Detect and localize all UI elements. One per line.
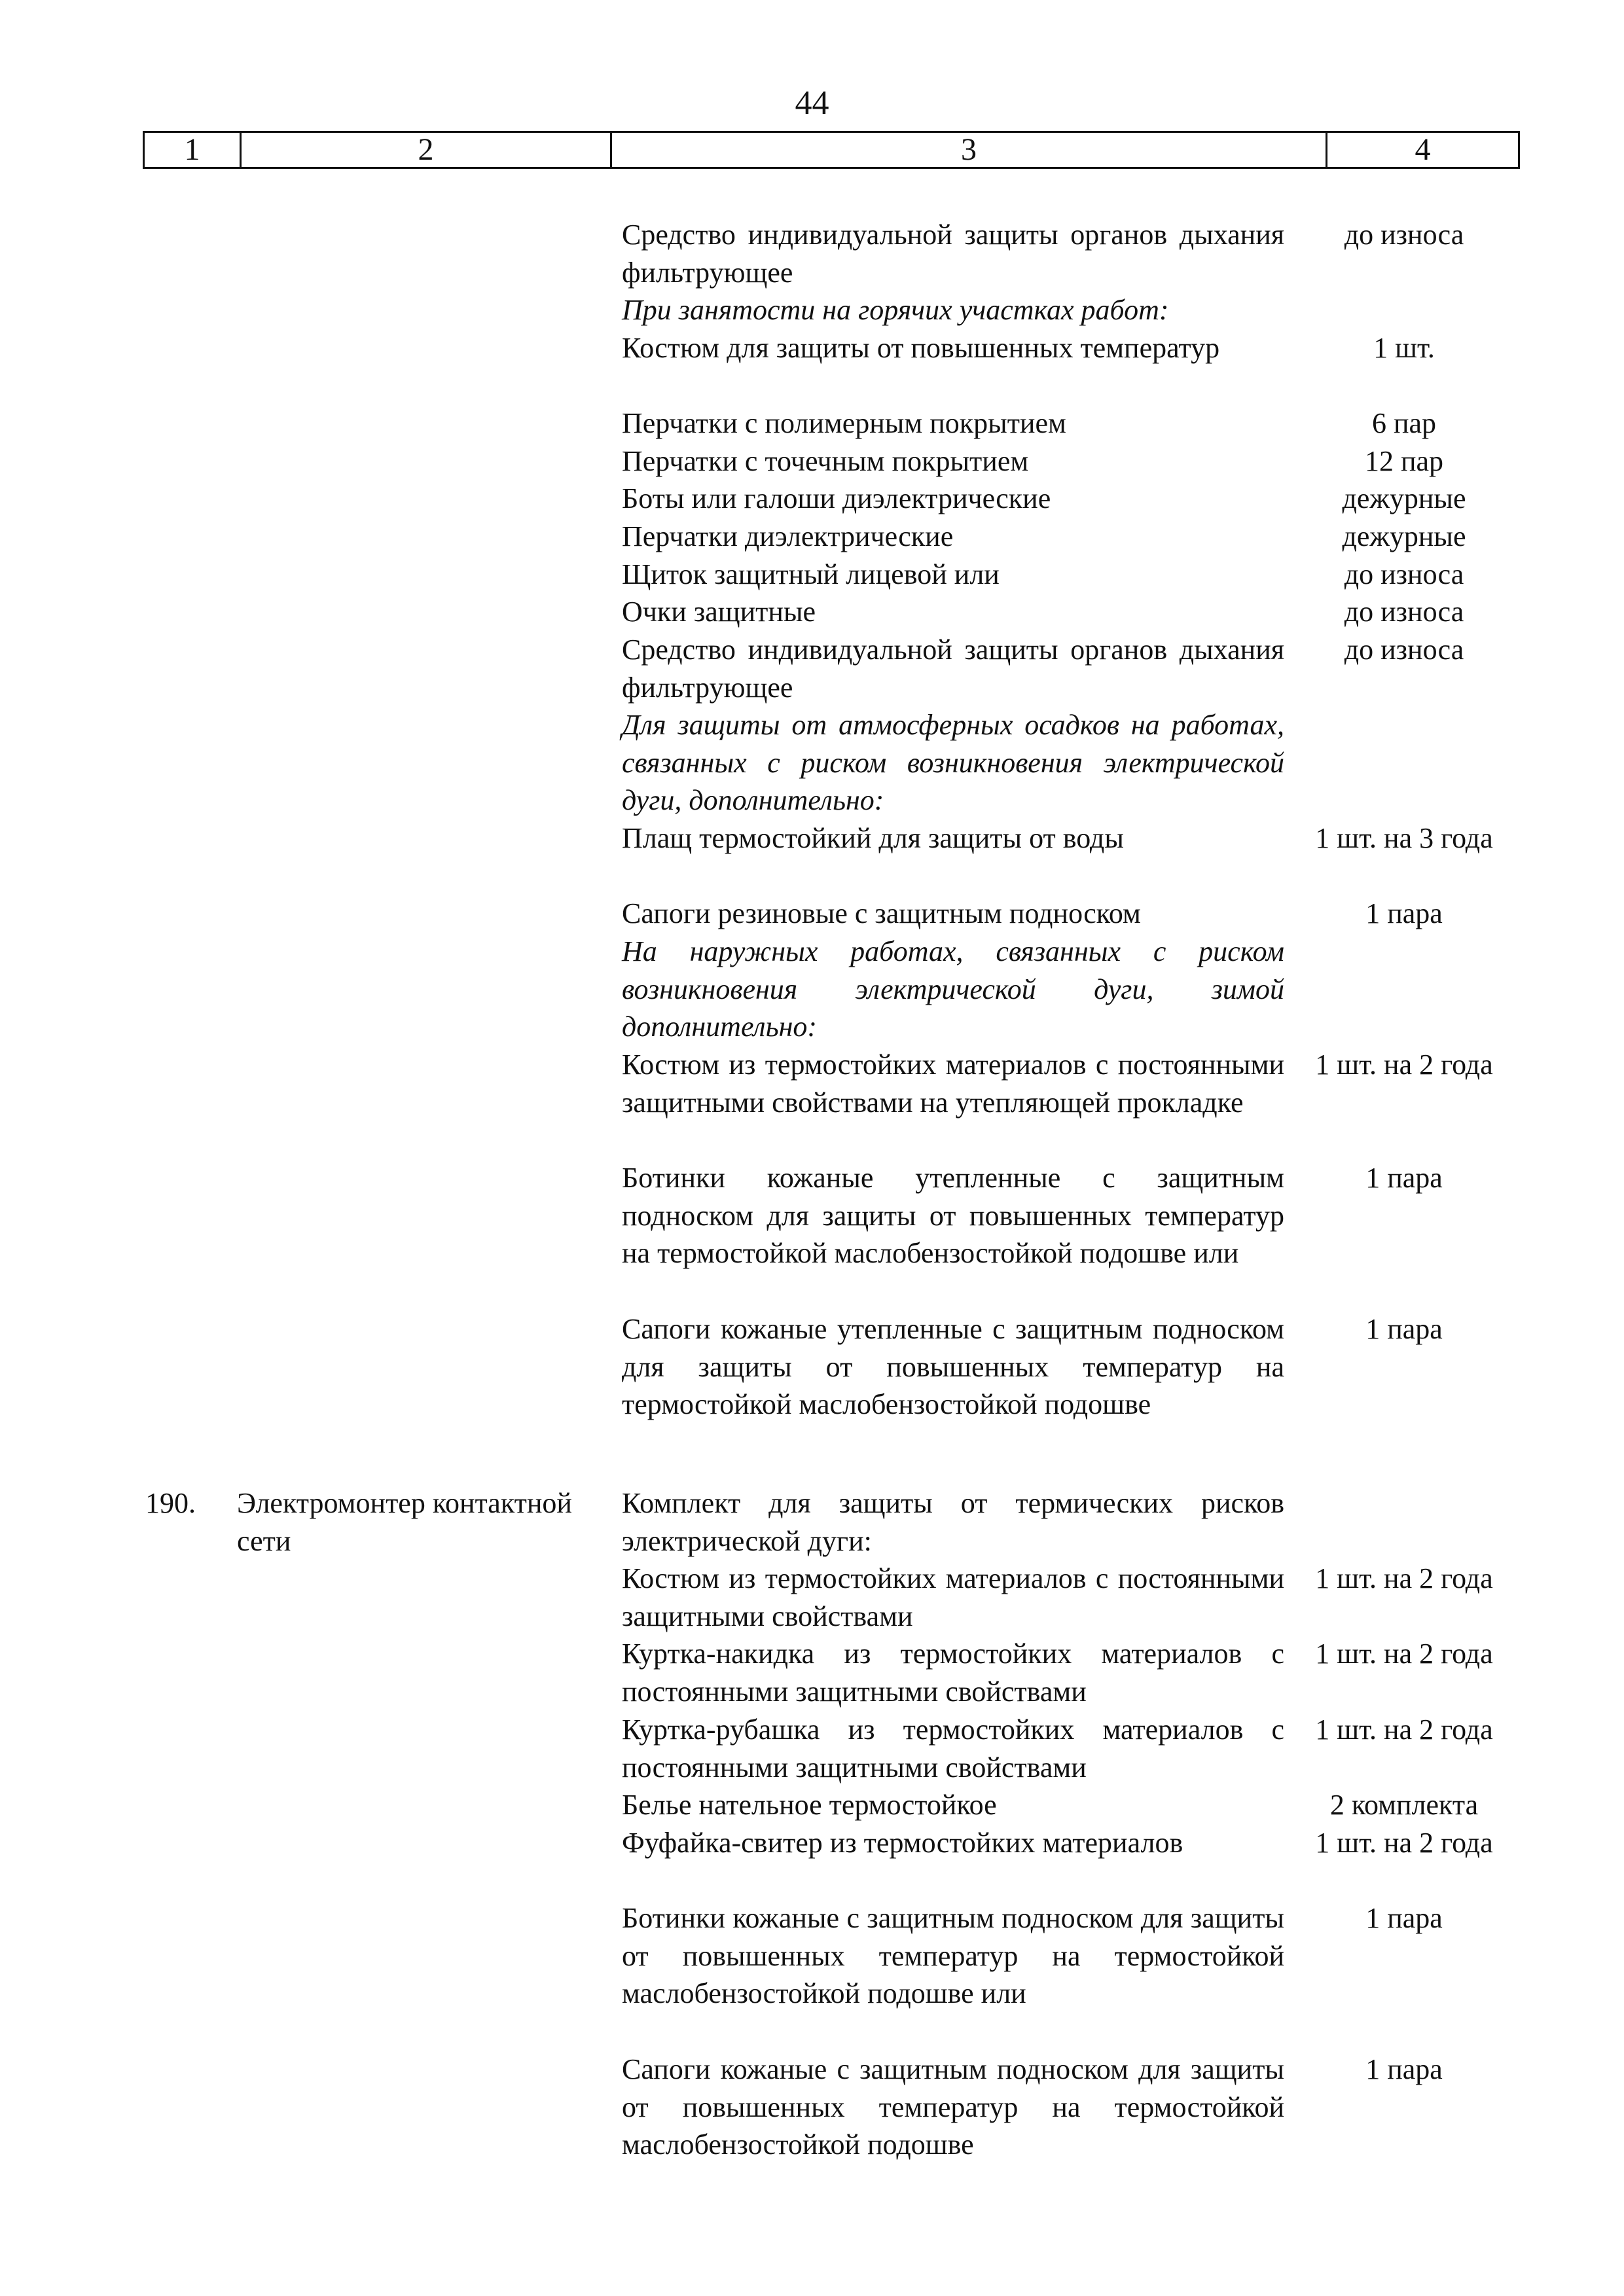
item-quantity: 1 шт. на 3 года	[1315, 822, 1493, 854]
item-quantity: 1 шт. на 2 года	[1315, 1827, 1493, 1859]
item-description: Комплект для защиты от термических рисков электрической дуги:	[622, 1487, 1284, 1557]
item-description: Перчатки с точечным покрытием	[622, 445, 1029, 477]
item-description: Очки защитные	[622, 596, 816, 628]
item-quantity: до износа	[1344, 634, 1464, 666]
column-header-1: 1	[145, 133, 242, 167]
item-quantity: до износа	[1344, 558, 1464, 590]
item-quantity: 1 пара	[1365, 1902, 1443, 1934]
item-description: Боты или галоши диэлектрические	[622, 482, 1051, 514]
column-header-row	[143, 131, 1520, 169]
profession-name: Электромонтер контактной сети	[237, 1487, 572, 1557]
item-description: Перчатки с полимерным покрытием	[622, 407, 1066, 439]
column-header-3: 3	[612, 133, 1327, 167]
item-description: Сапоги кожаные с защитным подноском для защиты от повышенных температур на термостойкой маслобензостойкой подошве	[622, 2053, 1284, 2161]
item-quantity: дежурные	[1342, 482, 1466, 514]
item-quantity: дежурные	[1342, 520, 1466, 552]
item-description: Костюм из термостойких материалов с постоянными защитными свойствами	[622, 1562, 1284, 1632]
page-number: 44	[795, 84, 829, 122]
item-quantity: 1 шт.	[1373, 332, 1435, 364]
item-subheading: Для защиты от атмосферных осадков на работах, связанных с риском возникновения электрической дуги, дополнительно:	[622, 709, 1284, 817]
column-header-4: 4	[1415, 132, 1431, 167]
item-description: Плащ термостойкий для защиты от воды	[622, 822, 1124, 854]
item-quantity: 6 пар	[1371, 407, 1437, 439]
item-quantity: 1 шт. на 2 года	[1315, 1049, 1493, 1081]
item-description: Щиток защитный лицевой или	[622, 558, 1000, 590]
item-quantity: до износа	[1344, 219, 1464, 251]
item-description: Фуфайка-свитер из термостойких материалов	[622, 1827, 1183, 1859]
item-quantity: до износа	[1344, 596, 1464, 628]
item-quantity: 1 пара	[1365, 897, 1443, 929]
item-description: Ботинки кожаные с защитным подноском для защиты от повышенных температур на термостойкой маслобензостойкой подошве или	[622, 1902, 1284, 2010]
item-description: Ботинки кожаные утепленные с защитным подноском для защиты от повышенных температур на термостойкой маслобензостойкой подошве или	[622, 1162, 1284, 1270]
item-description: Средство индивидуальной защиты органов дыхания фильтрующее	[622, 219, 1284, 289]
item-description: Средство индивидуальной защиты органов дыхания фильтрующее	[622, 634, 1284, 704]
item-quantity: 1 шт. на 2 года	[1315, 1713, 1493, 1746]
item-quantity: 12 пар	[1364, 445, 1444, 477]
entry-number: 190.	[145, 1487, 196, 1519]
item-description: Костюм для защиты от повышенных температур	[622, 332, 1220, 364]
item-description: Перчатки диэлектрические	[622, 520, 954, 552]
item-quantity: 1 шт. на 2 года	[1315, 1638, 1493, 1670]
item-quantity: 1 пара	[1365, 1313, 1443, 1345]
item-description: Куртка-рубашка из термостойких материалов с постоянными защитными свойствами	[622, 1713, 1284, 1784]
item-description: Белье нательное термостойкое	[622, 1789, 997, 1821]
item-quantity: 2 комплекта	[1329, 1789, 1479, 1821]
item-quantity: 1 пара	[1365, 2053, 1443, 2085]
item-subheading: При занятости на горячих участках работ:	[622, 294, 1169, 326]
item-description: Сапоги кожаные утепленные с защитным подноском для защиты от повышенных температур на термостойкой маслобензостойкой подошве	[622, 1313, 1284, 1421]
item-subheading: На наружных работах, связанных с риском возникновения электрической дуги, зимой дополнительно:	[622, 935, 1284, 1043]
column-header-2: 2	[242, 133, 612, 167]
item-quantity: 1 шт. на 2 года	[1315, 1562, 1493, 1594]
item-description: Костюм из термостойких материалов с постоянными защитными свойствами на утепляющей прокладке	[622, 1049, 1284, 1119]
item-description: Куртка-накидка из термостойких материалов с постоянными защитными свойствами	[622, 1638, 1284, 1708]
item-description: Сапоги резиновые с защитным подноском	[622, 897, 1141, 929]
item-quantity: 1 пара	[1365, 1162, 1443, 1194]
